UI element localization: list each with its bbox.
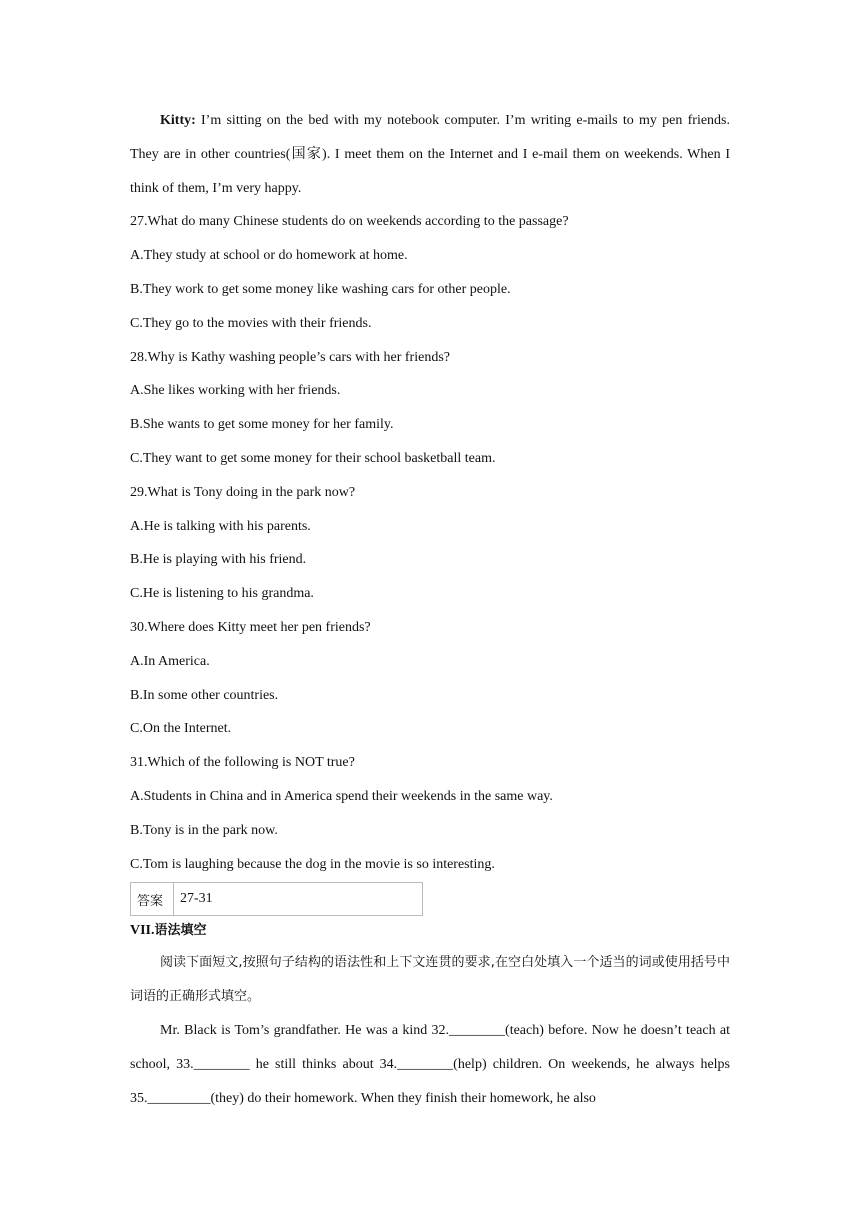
option-b: B.In some other countries. — [130, 687, 279, 703]
option-a: A.Students in China and in America spend their weekends in the same way. — [130, 788, 553, 804]
question-stem: 30.Where does Kitty meet her pen friends? — [130, 619, 371, 635]
option-c: C.On the Internet. — [130, 721, 232, 737]
question-30 — [130, 611, 730, 746]
kitty-text: I’m sitting on the bed with my notebook computer. I’m writing e-mails to my pen friends. They are in other countries(国家). I meet them on the Internet and I e-mail them on weekends. When I think of them, I’m very happy. — [130, 113, 730, 196]
cloze-passage: Mr. Black is Tom’s grandfather. He was a kind 32.________(teach) before. Now he doesn’t teach at school, 33.________ he still thinks about 34.________(help) children. On weekends, he always helps 35._________(they) do their homework. When they finish their homework, he also — [130, 1022, 730, 1106]
option-a: A.He is talking with his parents. — [130, 518, 311, 534]
question-stem: 31.Which of the following is NOT true? — [130, 755, 355, 771]
option-b: B.They work to get some money like washing cars for other people. — [130, 281, 511, 297]
question-28 — [130, 341, 730, 476]
option-c: C.He is listening to his grandma. — [130, 586, 314, 602]
question-29 — [130, 476, 730, 611]
option-b: B.Tony is in the park now. — [130, 822, 278, 838]
speaker-name: Kitty: — [160, 113, 196, 128]
document-page — [130, 104, 730, 1115]
question-stem: 29.What is Tony doing in the park now? — [130, 484, 356, 500]
option-c: C.They go to the movies with their friends. — [130, 315, 372, 331]
option-b: B.He is playing with his friend. — [130, 552, 307, 568]
kitty-paragraph — [130, 104, 730, 205]
question-stem: 27.What do many Chinese students do on weekends according to the passage? — [130, 214, 569, 230]
section-title: 语法填空 — [154, 923, 207, 939]
answer-value: 27-31 — [174, 883, 423, 916]
question-stem: 28.Why is Kathy washing people’s cars with her friends? — [130, 349, 450, 365]
option-c: C.They want to get some money for their school basketball team. — [130, 450, 496, 466]
option-a: A.They study at school or do homework at home. — [130, 248, 408, 264]
option-a: A.In America. — [130, 653, 210, 669]
option-b: B.She wants to get some money for her family. — [130, 417, 394, 433]
answer-table — [130, 882, 423, 916]
option-c: C.Tom is laughing because the dog in the movie is so interesting. — [130, 856, 495, 872]
question-27 — [130, 205, 730, 340]
option-a: A.She likes working with her friends. — [130, 383, 341, 399]
section-number: VII. — [130, 923, 155, 939]
answer-row — [131, 883, 423, 916]
answer-label: 答案 — [131, 883, 174, 916]
section-heading — [130, 916, 730, 946]
section-instruction: 阅读下面短文,按照句子结构的语法性和上下文连贯的要求,在空白处填入一个适当的词或使用括号中词语的正确形式填空。 — [130, 955, 730, 1005]
question-31 — [130, 746, 730, 881]
